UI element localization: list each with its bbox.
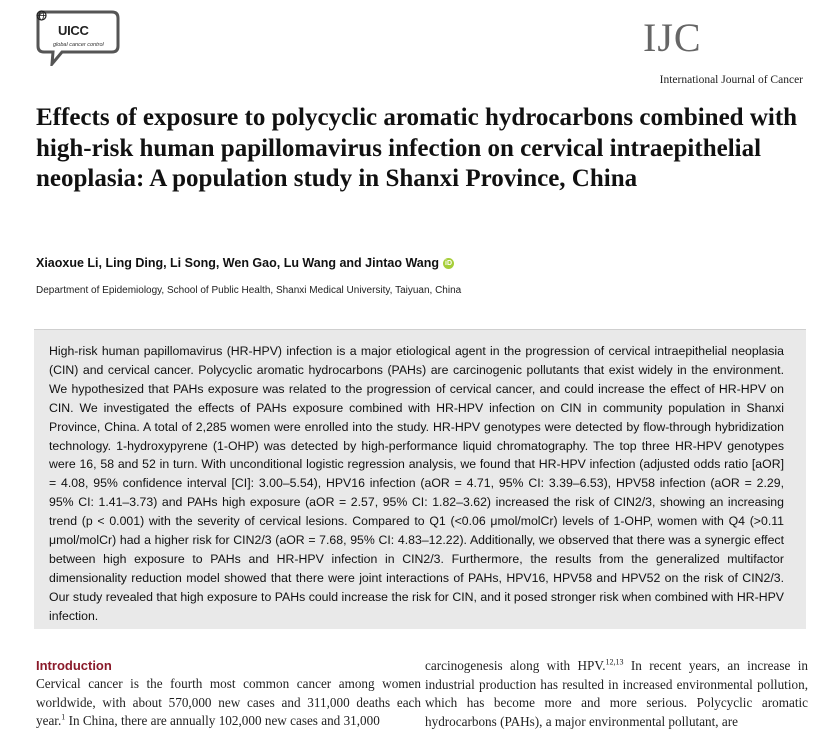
authors-text: Xiaoxue Li, Ling Ding, Li Song, Wen Gao, Lu Wang and Jintao Wang [36,256,440,270]
citation-ref[interactable]: 12,13 [605,657,624,667]
orcid-icon[interactable]: iD [445,259,453,267]
body-text: carcinogenesis along with HPV. [425,658,606,673]
article-title: Effects of exposure to polycyclic aromatic hydrocarbons combined with high-risk human papillomavirus infection on cervical intraepithelial neoplasia: A population study in Shanxi Province, China [36,104,798,192]
logo-text: UICC [58,23,89,38]
citation-ref[interactable]: 1 [61,712,66,722]
body-paragraph [36,675,421,731]
logo-subtitle: global cancer control [53,42,104,48]
globe-icon [36,10,47,21]
affiliation: Department of Epidemiology, School of Public Health, Shanxi Medical University, Taiyuan, China [36,285,462,296]
body-paragraph [425,657,808,731]
body-column-right [425,657,808,731]
journal-name: International Journal of Cancer [659,74,803,86]
abstract-text: High-risk human papillomavirus (HR-HPV) infection is a major etiological agent in the progression of cervical intraepithelial neoplasia (CIN) and cervical cancer. Polycyclic aromatic hydrocarbons (PAHs) are carcinogenic pollutants that exist widely in the environment. We hypothesized that PAHs exposure was related to the progression of cervical cancer, and could increase the effect of HR-HPV on CIN. We investigated the effects of PAHs exposure combined with HR-HPV infection on CIN in community population in Shanxi Province, China. A total of 2,285 women were enrolled into the study. HR-HPV genotypes were detected by flow-through hybridization technology. 1-hydroxypyrene (1-OHP) was detected by high-performance liquid chromatography. The top three HR-HPV genotypes were 16, 58 and 52 in turn. With unconditional logistic regression analysis, we found that HR-HPV infection (adjusted odds ratio [aOR] = 4.08, 95% confidence interval [CI]: 3.00–5.54), HPV16 infection (aOR = 4.71, 95% CI: 3.39–6.53), HPV58 infection (aOR = 2.29, 95% CI: 1.41–3.73) and PAHs high exposure (aOR = 2.57, 95% CI: 1.82–3.62) increased the risk of CIN2/3, showing an increasing trend (p < 0.001) with the severity of cervical lesions. Compared to Q1 (<0.06 μmol/molCr) levels of 1-OHP, women with Q4 (>0.11 μmol/molCr) had a higher risk for CIN2/3 (aOR = 7.68, 95% CI: 4.83–12.22). Additionally, we observed that there was a synergic effect between high exposure to PAHs and HR-HPV infection in CIN2/3. Furthermore, the results from the generalized multifactor dimensionality reduction model showed that there were joint interactions of PAHs, HPV16, HPV58 and HPV52 on the risk of CIN2/3. Our study revealed that high exposure to PAHs could increase the risk for CIN, and it posed stronger risk when combined with HR-HPV infection. [49,344,784,623]
body-text: In China, there are annually 102,000 new cases and 31,000 [65,713,380,728]
body-text: Cervical cancer is the fourth most common cancer among women worldwide, with about 570,000 new cases and 311,000 deaths each year. [36,676,421,728]
section-heading-introduction: Introduction [36,658,112,673]
body-column-left [36,657,421,731]
journal-abbrev: IJC [643,15,702,60]
abstract-box [34,329,806,629]
speech-bubble-icon [36,10,120,66]
uicc-logo [36,10,120,66]
body-text: In recent years, an increase in industrial production has resulted in increased environmental pollution, which has become more and more serious. Polycyclic aromatic hydrocarbons (PAHs), a major environmental pollutant, are [425,658,808,729]
author-list [36,256,454,270]
